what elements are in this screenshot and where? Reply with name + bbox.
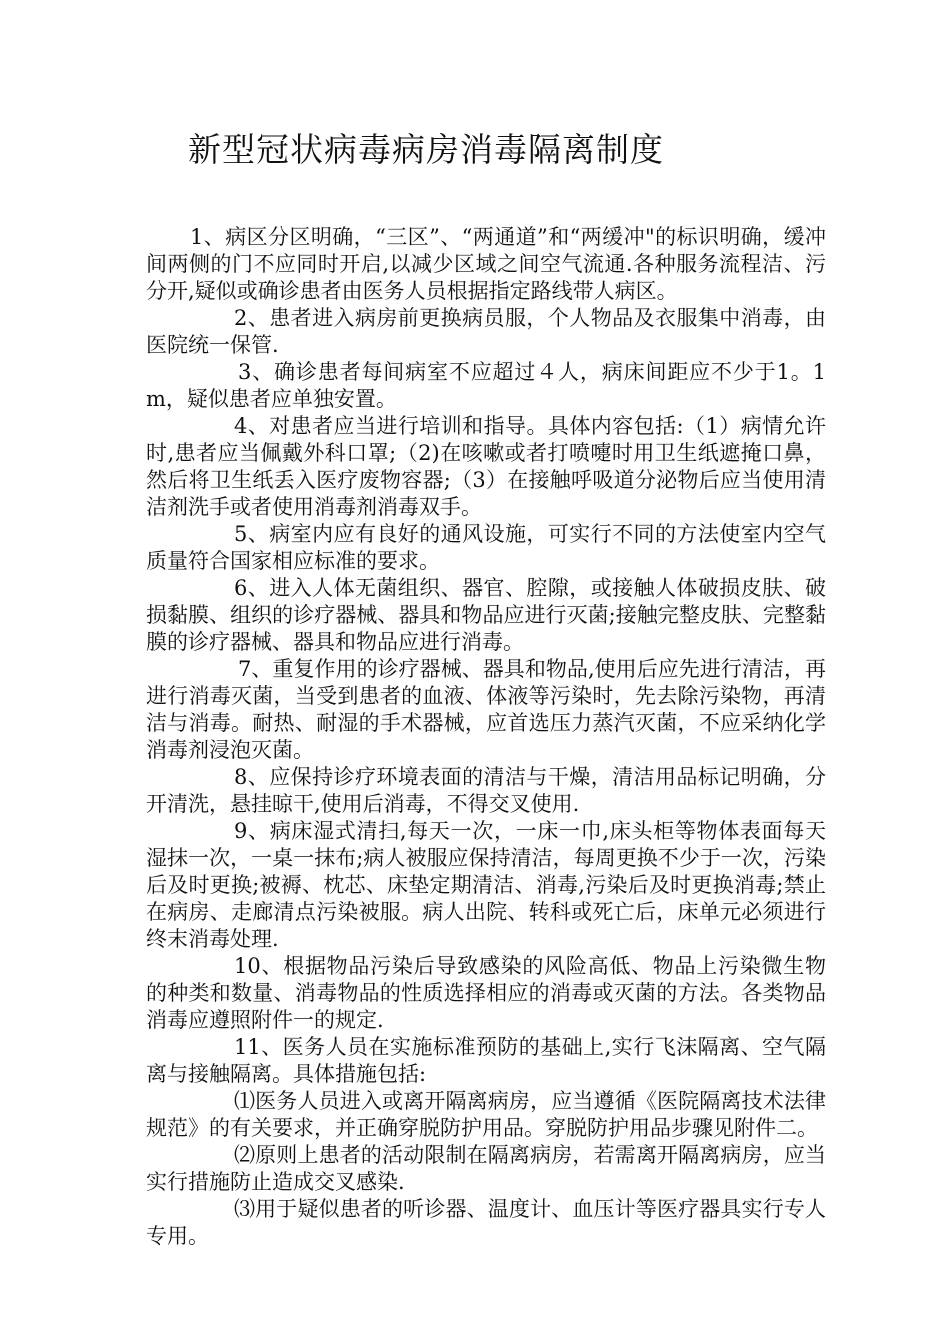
paragraph-11-item-2: ⑵原则上患者的活动限制在隔离病房，若需离开隔离病房，应当实行措施防止造成交叉感染. (146, 1143, 826, 1194)
paragraph-5: 5、病室内应有良好的通风设施，可实行不同的方法使室内空气质量符合国家相应标准的要求。 (146, 522, 826, 573)
document-body (146, 224, 826, 1250)
paragraph-1: 1、病区分区明确，“三区”、“两通道”和“两缓冲"的标识明确，缓冲间两侧的门不应同时开启,以减少区域之间空气流通.各种服务流程洁、污分开,疑似或确诊患者由医务人员根据指定路线带人病区。 (146, 225, 826, 303)
paragraph-11-item-3: ⑶用于疑似患者的听诊器、温度计、血压计等医疗器具实行专人专用。 (146, 1197, 826, 1248)
paragraph-10: 10、根据物品污染后导致感染的风险高低、物品上污染微生物的种类和数量、消毒物品的性质选择相应的消毒或灭菌的方法。各类物品消毒应遵照附件一的规定. (146, 954, 826, 1032)
paragraph-3: 3、确诊患者每间病室不应超过４人，病床间距应不少于1。1m，疑似患者应单独安置。 (146, 360, 826, 411)
paragraph-11-item-1: ⑴医务人员进入或离开隔离病房，应当遵循《医院隔离技术法律规范》的有关要求，并正确穿脱防护用品。穿脱防护用品步骤见附件二。 (146, 1089, 826, 1140)
paragraph-9: 9、病床湿式清扫,每天一次，一床一巾,床头柜等物体表面每天湿抹一次，一桌一抹布;病人被服应保持清洁，每周更换不少于一次，污染后及时更换;被褥、枕芯、床垫定期清洁、消毒,污染后及时更换消毒;禁止在病房、走廊清点污染被服。病人出院、转科或死亡后，床单元必须进行终末消毒处理. (146, 819, 826, 951)
paragraph-8: 8、应保持诊疗环境表面的清洁与干燥，清洁用品标记明确，分开清洗，悬挂晾干,使用后消毒，不得交叉使用. (146, 765, 826, 816)
paragraph-2: 2、患者进入病房前更换病员服，个人物品及衣服集中消毒，由医院统一保管. (146, 306, 826, 357)
paragraph-11: 11、医务人员在实施标准预防的基础上,实行飞沫隔离、空气隔离与接触隔离。具体措施包括: (146, 1035, 826, 1086)
paragraph-6: 6、进入人体无菌组织、器官、腔隙，或接触人体破损皮肤、破损黏膜、组织的诊疗器械、器具和物品应进行灭菌;接触完整皮肤、完整黏膜的诊疗器械、器具和物品应进行消毒。 (146, 576, 826, 654)
paragraph-7: 7、重复作用的诊疗器械、器具和物品,使用后应先进行清洁，再进行消毒灭菌，当受到患者的血液、体液等污染时，先去除污染物，再清洁与消毒。耐热、耐湿的手术器械，应首选压力蒸汽灭菌，不应采纳化学消毒剂浸泡灭菌。 (146, 657, 826, 762)
paragraph-4: 4、对患者应当进行培训和指导。具体内容包括:（1）病情允许时,患者应当佩戴外科口罩;（2)在咳嗽或者打喷嚏时用卫生纸遮掩口鼻，然后将卫生纸丢入医疗废物容器;（3）在接触呼吸道分泌物后应当使用清洁剂洗手或者使用消毒剂消毒双手。 (146, 414, 826, 519)
document-title: 新型冠状病毒病房消毒隔离制度 (188, 130, 664, 169)
